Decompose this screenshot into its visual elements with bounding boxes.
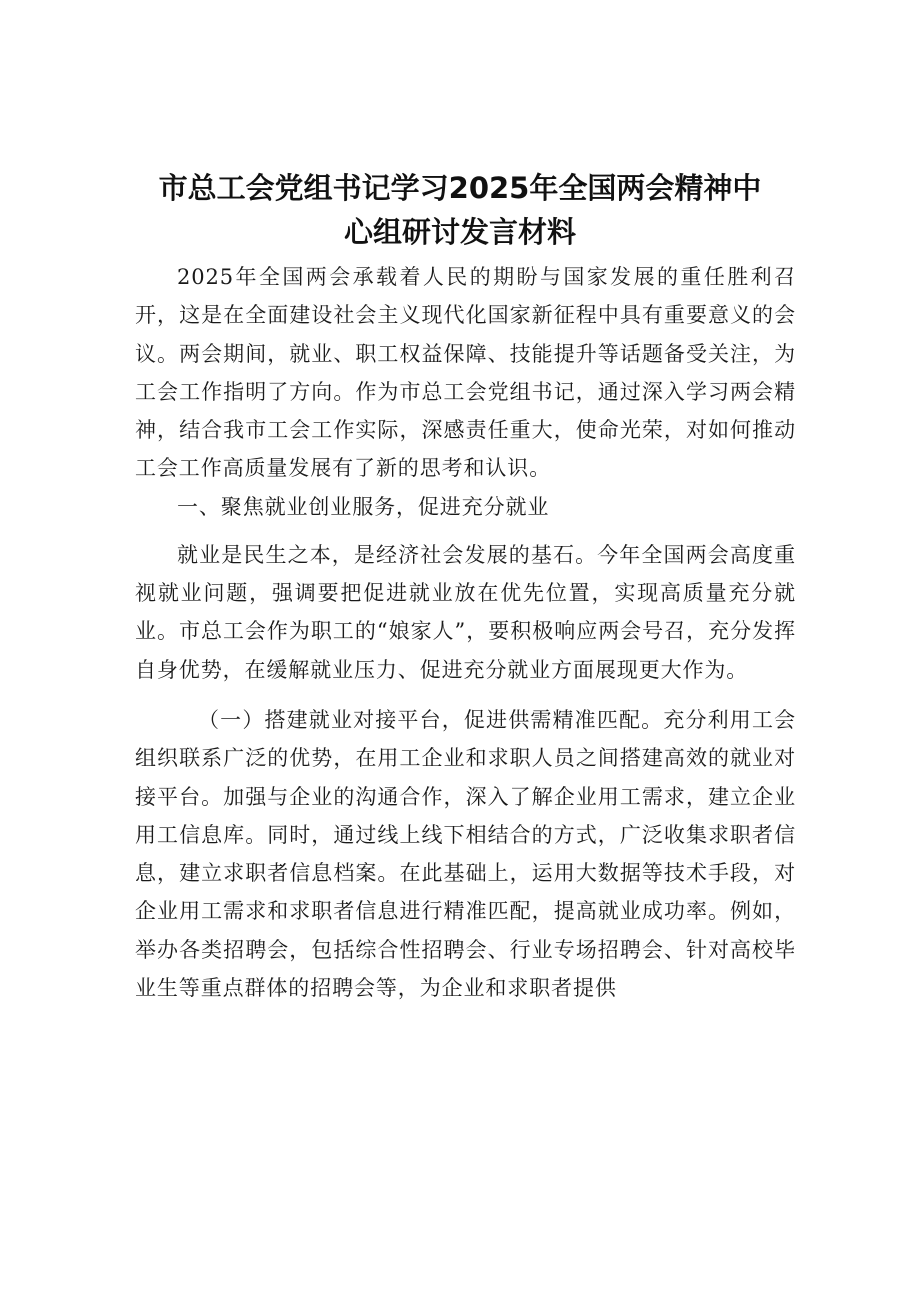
title-line-2: 心组研讨发言材料 xyxy=(343,215,576,249)
document-body xyxy=(135,258,796,1007)
intro-paragraph: 2025年全国两会承载着人民的期盼与国家发展的重任胜利召开，这是在全面建设社会主义现代化国家新征程中具有重要意义的会议。两会期间，就业、职工权益保障、技能提升等话题备受关注，为工会工作指明了方向。作为市总工会党组书记，通过深入学习两会精神，结合我市工会工作实际，深感责任重大，使命光荣，对如何推动工会工作高质量发展有了新的思考和认识。 xyxy=(135,265,796,481)
subsection-heading: （一）搭建就业对接平台，促进供需精准匹配。 xyxy=(198,707,664,732)
section-heading: 一、聚焦就业创业服务，促进充分就业 xyxy=(177,494,550,519)
subsection-paragraph xyxy=(135,701,796,1007)
title-line-1: 市总工会党组书记学习2025年全国两会精神中 xyxy=(158,171,762,205)
subsection-body: 充分利用工会组织联系广泛的优势，在用工企业和求职人员之间搭建高效的就业对接平台。加强与企业的沟通合作，深入了解企业用工需求，建立企业用工信息库。同时，通过线上线下相结合的方式，广泛收集求职者信息，建立求职者信息档案。在此基础上，运用大数据等技术手段，对企业用工需求和求职者信息进行精准匹配，提高就业成功率。例如，举办各类招聘会，包括综合性招聘会、行业专场招聘会、针对高校毕业生等重点群体的招聘会等，为企业和求职者提供 xyxy=(135,707,796,1001)
document-title xyxy=(130,166,790,254)
section-paragraph: 就业是民生之本，是经济社会发展的基石。今年全国两会高度重视就业问题，强调要把促进就业放在优先位置，实现高质量充分就业。市总工会作为职工的“娘家人”，要积极响应两会号召，充分发挥自身优势，在缓解就业压力、促进充分就业方面展现更大作为。 xyxy=(135,542,796,682)
